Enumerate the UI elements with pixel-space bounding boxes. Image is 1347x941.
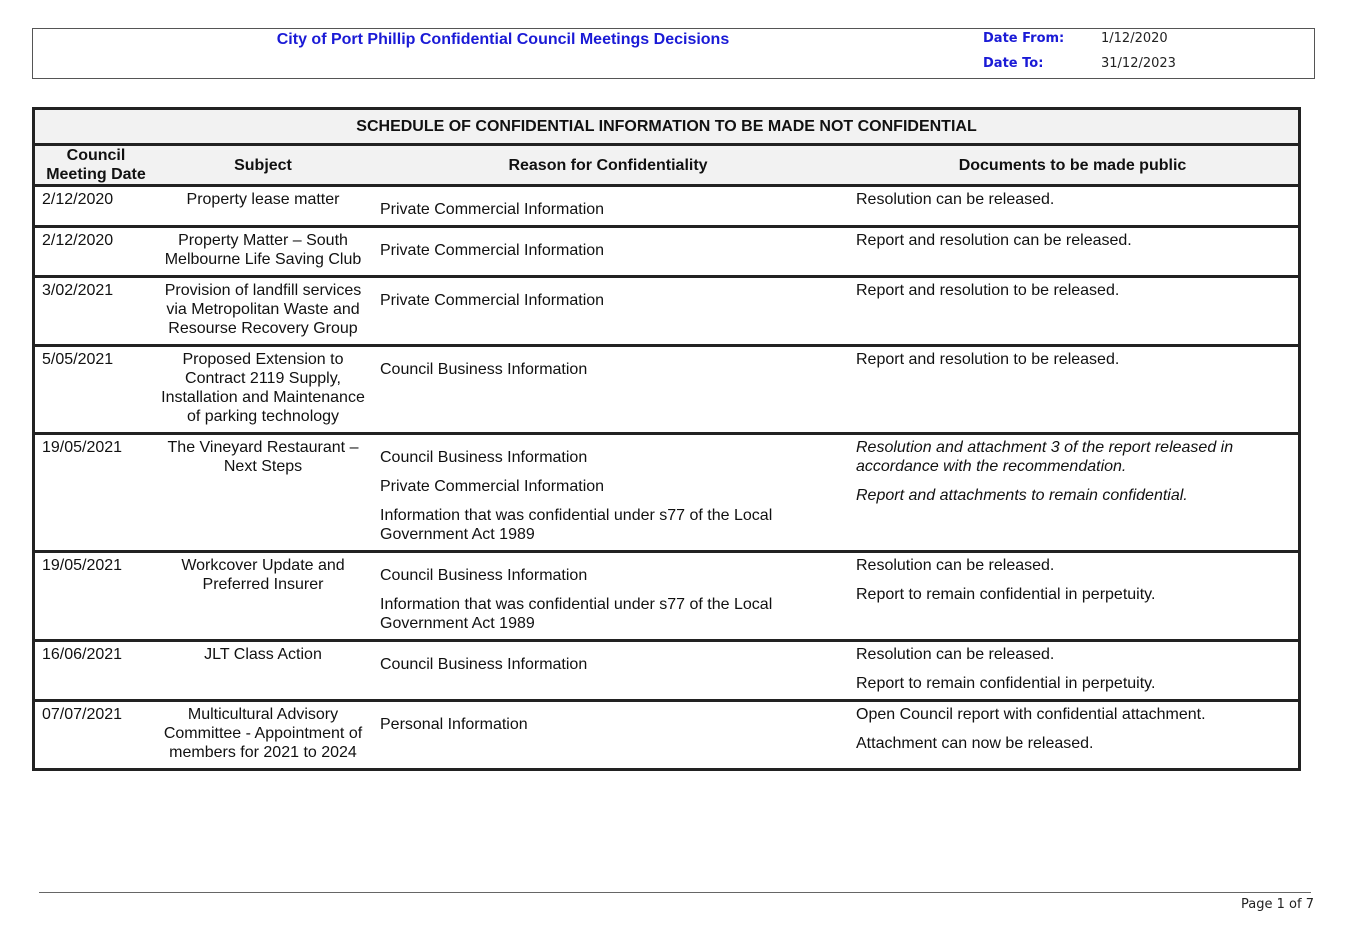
meeting-date-cell: 3/02/2021 bbox=[35, 277, 157, 346]
documents-text: Report and resolution can be released. bbox=[856, 232, 1132, 249]
table-row bbox=[35, 346, 1298, 434]
reason-text: Private Commercial Information bbox=[380, 478, 605, 495]
meeting-date-cell: 19/05/2021 bbox=[35, 434, 157, 552]
documents-text: Report to remain confidential in perpetuity. bbox=[856, 675, 1156, 692]
reason-text: Private Commercial Information bbox=[380, 201, 605, 218]
table-row bbox=[35, 186, 1298, 227]
subject-cell: Property lease matter bbox=[157, 186, 369, 227]
meeting-date-cell: 07/07/2021 bbox=[42, 706, 123, 723]
table-body bbox=[35, 186, 1298, 769]
reason-text: Information that was confidential under s77 of the Local Government Act 1989 bbox=[380, 507, 773, 543]
meeting-date-cell: 16/06/2021 bbox=[35, 641, 157, 701]
date-from-label: Date From: bbox=[983, 31, 1065, 46]
reason-text: Information that was confidential under s77 of the Local Government Act 1989 bbox=[380, 596, 773, 632]
table-row bbox=[35, 641, 1298, 701]
column-header-date: Council Meeting Date bbox=[35, 146, 157, 186]
reason-text: Council Business Information bbox=[380, 361, 588, 378]
documents-text: Resolution can be released. bbox=[856, 646, 1055, 663]
documents-cell bbox=[847, 227, 1298, 277]
reason-text: Council Business Information bbox=[380, 656, 588, 673]
table-row bbox=[35, 701, 1298, 769]
documents-cell bbox=[847, 277, 1298, 346]
subject-cell: Property Matter – South Melbourne Life Saving Club bbox=[157, 227, 369, 277]
reason-cell bbox=[369, 186, 847, 227]
schedule-table bbox=[35, 146, 1298, 768]
meeting-date-cell: 2/12/2020 bbox=[35, 227, 157, 277]
reason-cell bbox=[369, 277, 847, 346]
subject-cell: Workcover Update and Preferred Insurer bbox=[157, 552, 369, 641]
reason-cell bbox=[369, 346, 847, 434]
documents-cell bbox=[847, 701, 1298, 769]
column-header-subject: Subject bbox=[157, 146, 369, 186]
documents-text: Report and resolution to be released. bbox=[856, 351, 1120, 368]
subject-cell: JLT Class Action bbox=[157, 641, 369, 701]
date-from-value: 1/12/2020 bbox=[1101, 31, 1168, 46]
date-to-value: 31/12/2023 bbox=[1101, 56, 1176, 71]
documents-text: Report and attachments to remain confidential. bbox=[856, 487, 1188, 504]
schedule-title: SCHEDULE OF CONFIDENTIAL INFORMATION TO BE MADE NOT CONFIDENTIAL bbox=[35, 110, 1298, 146]
documents-cell bbox=[847, 434, 1298, 552]
reason-cell bbox=[369, 227, 847, 277]
meeting-date-cell: 5/05/2021 bbox=[35, 346, 157, 434]
table-row bbox=[35, 227, 1298, 277]
reason-text: Council Business Information bbox=[380, 567, 588, 584]
table-row bbox=[35, 277, 1298, 346]
subject-cell: The Vineyard Restaurant – Next Steps bbox=[157, 434, 369, 552]
documents-cell bbox=[847, 641, 1298, 701]
documents-text: Resolution can be released. bbox=[856, 191, 1055, 208]
documents-text: Resolution can be released. bbox=[856, 557, 1055, 574]
reason-cell bbox=[369, 641, 847, 701]
documents-cell bbox=[847, 186, 1298, 227]
page-number: Page 1 of 7 bbox=[1241, 897, 1314, 912]
table-header-row bbox=[35, 146, 1298, 186]
subject-cell: Proposed Extension to Contract 2119 Supply, Installation and Maintenance of parking technology bbox=[157, 346, 369, 434]
reason-cell bbox=[369, 701, 847, 769]
meeting-date-cell: 2/12/2020 bbox=[35, 186, 157, 227]
date-to-label: Date To: bbox=[983, 56, 1044, 71]
documents-text: Report and resolution to be released. bbox=[856, 282, 1120, 299]
reason-text: Private Commercial Information bbox=[380, 242, 605, 259]
documents-cell bbox=[847, 552, 1298, 641]
column-header-reason: Reason for Confidentiality bbox=[369, 146, 847, 186]
documents-text: Report to remain confidential in perpetuity. bbox=[856, 586, 1156, 603]
reason-cell bbox=[369, 434, 847, 552]
table-row bbox=[35, 434, 1298, 552]
footer-divider bbox=[39, 892, 1311, 893]
documents-text: Open Council report with confidential attachment. bbox=[856, 706, 1206, 723]
reason-text: Personal Information bbox=[380, 716, 528, 733]
report-header bbox=[32, 28, 1315, 79]
reason-text: Private Commercial Information bbox=[380, 292, 605, 309]
schedule-table-container bbox=[32, 107, 1301, 771]
subject-cell: Provision of landfill services via Metropolitan Waste and Resourse Recovery Group bbox=[157, 277, 369, 346]
reason-text: Council Business Information bbox=[380, 449, 588, 466]
documents-text: Resolution and attachment 3 of the report released in accordance with the recommendation. bbox=[856, 439, 1234, 475]
column-header-documents: Documents to be made public bbox=[847, 146, 1298, 186]
reason-cell bbox=[369, 552, 847, 641]
table-row bbox=[35, 552, 1298, 641]
documents-text: Attachment can now be released. bbox=[856, 735, 1094, 752]
subject-cell: Multicultural Advisory Committee - Appointment of members for 2021 to 2024 bbox=[163, 706, 363, 761]
documents-cell bbox=[847, 346, 1298, 434]
page-title: City of Port Phillip Confidential Council Meetings Decisions bbox=[276, 31, 730, 48]
meeting-date-cell: 19/05/2021 bbox=[35, 552, 157, 641]
